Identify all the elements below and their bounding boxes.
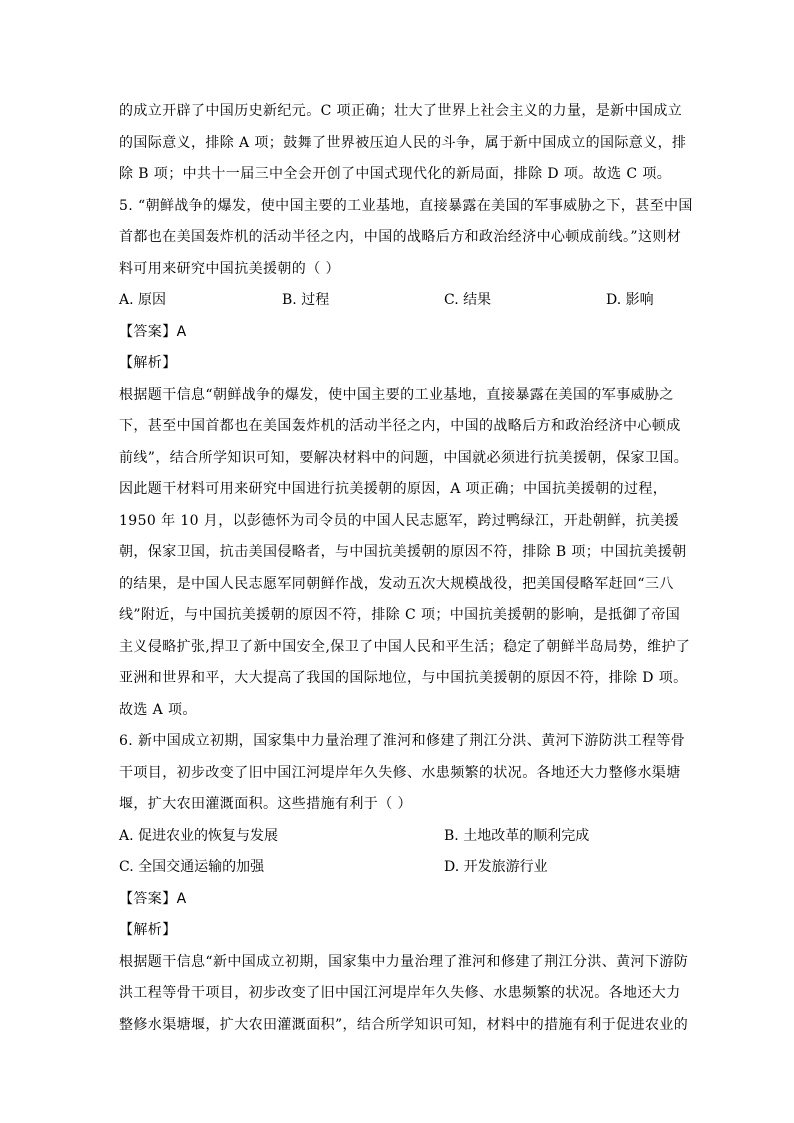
analysis-line: 下，甚至中国首都也在美国轰炸机的活动半径之内，中国的战略后方和政治经济中心顿成	[119, 418, 681, 434]
text-line: 的国际意义，排除 A 项；鼓舞了世界被压迫人民的斗争，属于新中国成立的国际意义，排	[119, 135, 687, 151]
question-5-stem: 料可用来研究中国抗美援朝的（ ）	[119, 261, 340, 277]
text-line: 的成立开辟了中国历史新纪元。C 项正确；壮大了世界上社会主义的力量，是新中国成立	[119, 103, 683, 119]
question-6-stem: 干项目，初步改变了旧中国江河堤岸年久失修、水患频繁的状况。各地还大力整修水渠塘	[119, 765, 681, 781]
analysis-label: 【解析】	[119, 355, 177, 371]
analysis-label: 【解析】	[119, 922, 177, 938]
answer-label: 【答案】A	[119, 324, 187, 340]
option-d: D. 影响	[606, 292, 654, 308]
analysis-line: 线”附近，与中国抗美援朝的原因不符，排除 C 项；中国抗美援朝的影响，是抵御了帝国	[119, 607, 681, 623]
analysis-line: 洪工程等骨干项目，初步改变了旧中国江河堤岸年久失修、水患频繁的状况。各地还大力	[119, 985, 681, 1001]
option-a: A. 促进农业的恢复与发展	[119, 828, 279, 844]
analysis-line: 因此题干材料可用来研究中国进行抗美援朝的原因，A 项正确；中国抗美援朝的过程，	[119, 481, 668, 497]
question-6-stem: 6. 新中国成立初期，国家集中力量治理了淮河和修建了荆江分洪、黄河下游防洪工程等骨	[119, 733, 686, 749]
question-5-stem: 首都也在美国轰炸机的活动半径之内，中国的战略后方和政治经济中心顿成前线。”这则材	[119, 229, 682, 245]
question-5-stem: 5. “朝鲜战争的爆发，使中国主要的工业基地，直接暴露在美国的军事威胁之下，甚至中国	[119, 198, 693, 214]
analysis-line: 前线”，结合所学知识可知，要解决材料中的问题，中国就必须进行抗美援朝，保家卫国。	[119, 450, 689, 466]
analysis-line: 整修水渠塘堰，扩大农田灌溉面积”，结合所学知识可知，材料中的措施有利于促进农业的	[119, 1017, 689, 1033]
option-a: A. 原因	[119, 292, 167, 308]
answer-label: 【答案】A	[119, 891, 187, 907]
option-d: D. 开发旅游行业	[444, 859, 548, 875]
analysis-line: 根据题干信息“朝鲜战争的爆发，使中国主要的工业基地，直接暴露在美国的军事威胁之	[119, 387, 674, 403]
analysis-line: 主义侵略扩张,捍卫了新中国安全,保卫了中国人民和平生活；稳定了朝鲜半岛局势，维护了	[119, 639, 691, 655]
option-c: C. 结果	[444, 292, 492, 308]
analysis-line: 朝，保家卫国，抗击美国侵略者，与中国抗美援朝的原因不符，排除 B 项；中国抗美援朝	[119, 544, 687, 560]
option-b: B. 过程	[282, 292, 330, 308]
option-c: C. 全国交通运输的加强	[119, 859, 265, 875]
question-6-stem: 堰，扩大农田灌溉面积。这些措施有利于（ ）	[119, 796, 412, 812]
analysis-line: 根据题干信息“新中国成立初期，国家集中力量治理了淮河和修建了荆江分洪、黄河下游防	[119, 954, 689, 970]
analysis-line: 亚洲和世界和平，大大提高了我国的国际地位，与中国抗美援朝的原因不符，排除 D 项。	[119, 670, 688, 686]
analysis-line: 的结果，是中国人民志愿军同朝鲜作战，发动五次大规模战役，把美国侵略军赶回“三八	[119, 576, 674, 592]
text-line: 除 B 项；中共十一届三中全会开创了中国式现代化的新局面，排除 D 项。故选 C 项。	[119, 166, 672, 182]
analysis-line: 1950 年 10 月，以彭德怀为司令员的中国人民志愿军，跨过鸭绿江，开赴朝鲜，抗美援	[119, 513, 679, 529]
option-b: B. 土地改革的顺利完成	[444, 828, 590, 844]
analysis-line: 故选 A 项。	[119, 702, 197, 718]
